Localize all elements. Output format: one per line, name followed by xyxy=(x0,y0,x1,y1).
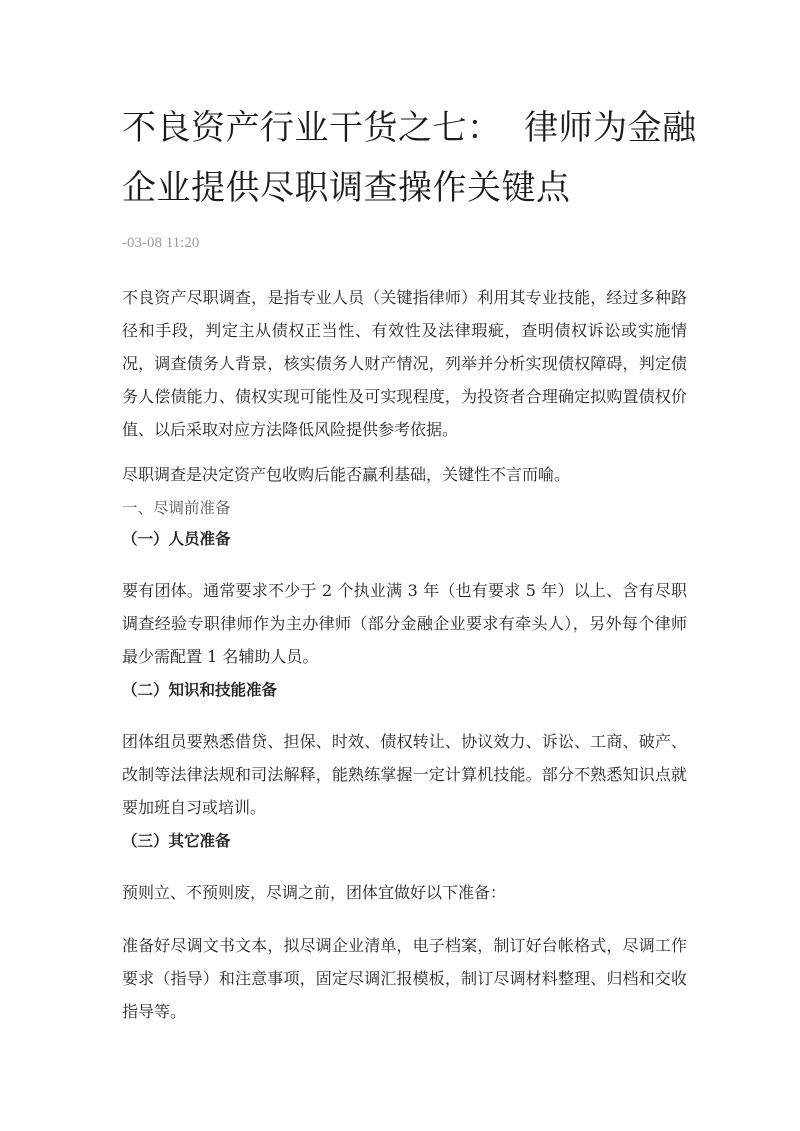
subheading-personnel: （一）人员准备 xyxy=(122,529,231,548)
section-heading-preparation: 一、尽调前准备 xyxy=(122,499,231,517)
subheading-other: （三）其它准备 xyxy=(122,831,231,850)
personnel-paragraph: 要有团体。通常要求不少于 2 个执业满 3 年（也有要求 5 年）以上、含有尽职调查经验专职律师作为主办律师（部分金融企业要求有牵头人），另外每个律师最少需配置 1 名辅助人员。 xyxy=(122,581,687,666)
article xyxy=(122,98,697,1028)
article-title xyxy=(122,98,697,218)
other-preparation-intro: 预则立、不预则废，尽调之前，团体宜做好以下准备： xyxy=(122,883,507,902)
publish-date: -03-08 11:20 xyxy=(122,235,200,251)
intro-paragraph: 不良资产尽职调查，是指专业人员（关键指律师）利用其专业技能，经过多种路径和手段，判定主从债权正当性、有效性及法律瑕疵，查明债权诉讼或实施情况，调查债务人背景，核实债务人财产情况，列举并分析实现债权障碍，判定债务人偿债能力、债权实现可能性及可实现程度，为投资者合理确定拟购置债权价值、以后采取对应方法降低风险提供参考依据。 xyxy=(122,288,687,439)
subheading-knowledge-skills: （二）知识和技能准备 xyxy=(122,680,278,699)
key-sentence: 尽职调查是决定资产包收购后能否赢利基础，关键性不言而喻。 xyxy=(122,465,571,484)
article-title-line1: 不良资产行业干货之七： 律师为金融 xyxy=(122,108,697,148)
article-title-line2: 企业提供尽职调查操作关键点 xyxy=(122,168,571,208)
other-preparation-list: 准备好尽调文书文本，拟尽调企业清单，电子档案，制订好台帐格式，尽调工作要求（指导）和注意事项，固定尽调汇报模板，制订尽调材料整理、归档和交收指导等。 xyxy=(122,936,687,1021)
knowledge-paragraph: 团体组员要熟悉借贷、担保、时效、债权转让、协议效力、诉讼、工商、破产、改制等法律法规和司法解释，能熟练掌握一定计算机技能。部分不熟悉知识点就要加班自习或培训。 xyxy=(122,732,687,817)
